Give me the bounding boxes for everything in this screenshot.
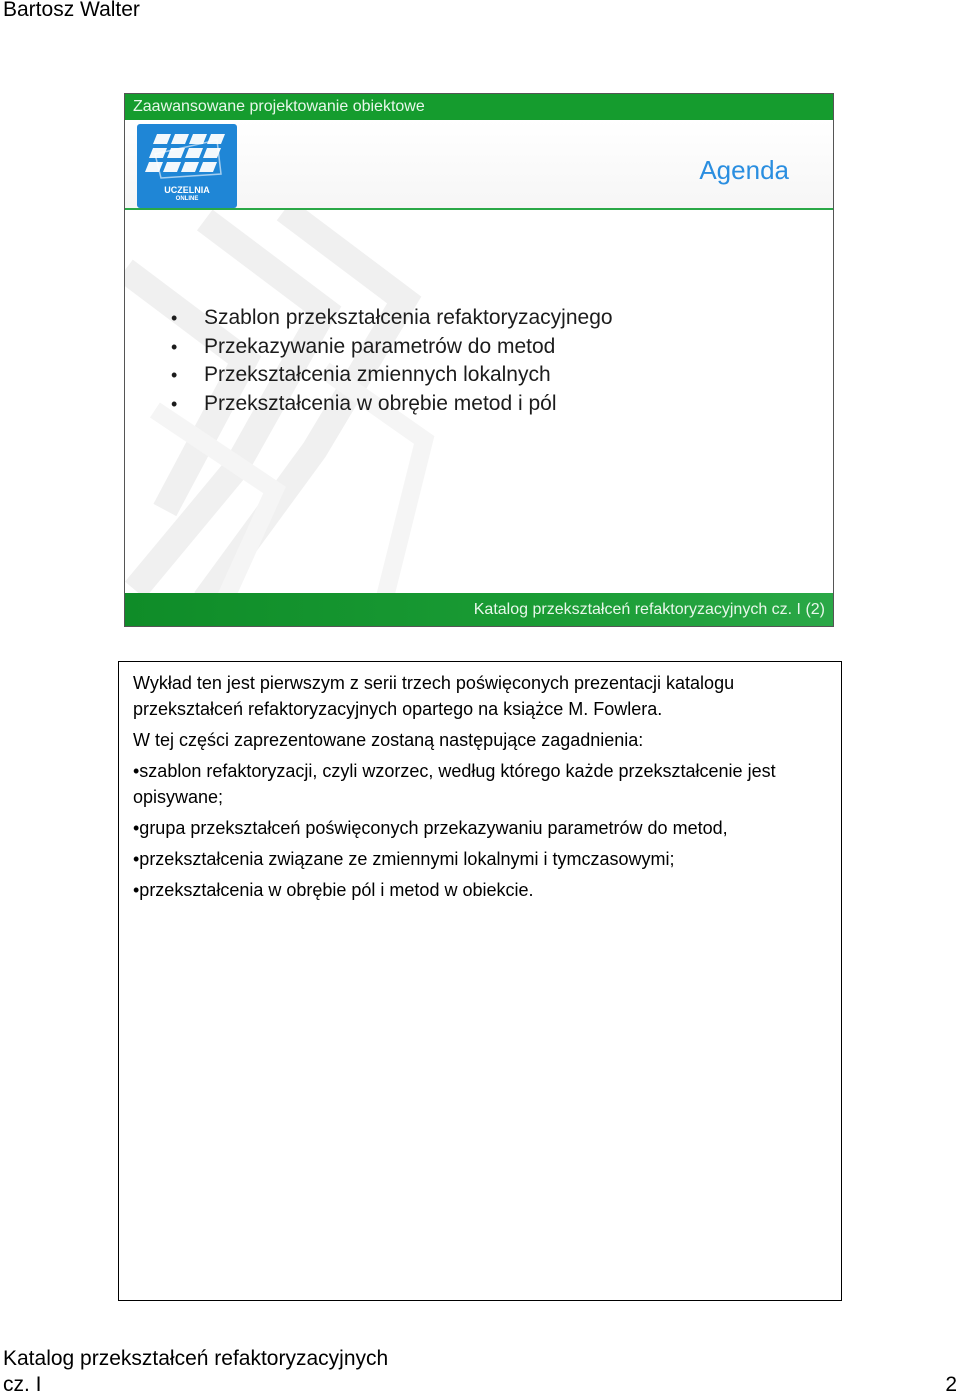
agenda-item: • Przekazywanie parametrów do metod xyxy=(171,333,613,362)
agenda-item: • Przekształcenia w obrębie metod i pól xyxy=(171,390,613,419)
speaker-notes xyxy=(118,661,842,1301)
slide-title: Agenda xyxy=(699,155,789,185)
notes-item: •szablon refaktoryzacji, czyli wzorzec, według którego każde przekształcenie jest opisywane; xyxy=(133,761,776,807)
notes-item: •przekształcenia w obrębie pól i metod w obiekcie. xyxy=(133,880,534,900)
page-footer xyxy=(3,1346,388,1398)
agenda-item: • Szablon przekształcenia refaktoryzacyjnego xyxy=(171,304,613,333)
notes-intro: Wykład ten jest pierwszym z serii trzech poświęconych prezentacji katalogu przekształceń refaktoryzacyjnych opartego na książce M. Fowlera. xyxy=(133,673,735,719)
logo-text-line1: UCZELNIA xyxy=(164,185,210,195)
page-header: Bartosz Walter xyxy=(3,0,140,21)
slide-footer xyxy=(125,593,833,626)
logo-text-line2: ONLINE xyxy=(175,196,199,202)
notes-item: •grupa przekształceń poświęconych przekazywaniu parametrów do metod, xyxy=(133,818,728,838)
slide-footer-text: Katalog przekształceń refaktoryzacyjnych cz. I (2) xyxy=(473,601,825,618)
notes-item: •przekształcenia związane ze zmiennymi lokalnymi i tymczasowymi; xyxy=(133,849,675,869)
page-number: 2 xyxy=(945,1373,957,1396)
agenda-list xyxy=(171,304,613,418)
course-title: Zaawansowane projektowanie obiektowe xyxy=(133,98,425,115)
page-footer-line2: cz. I xyxy=(3,1373,42,1396)
slide-header xyxy=(125,120,833,210)
page-footer-line1: Katalog przekształceń refaktoryzacyjnych xyxy=(3,1347,389,1370)
logo-text xyxy=(137,186,237,203)
slide-top-band xyxy=(125,94,833,120)
notes-lead: W tej części zaprezentowane zostaną następujące zagadnienia: xyxy=(133,730,644,750)
uczelnia-online-logo xyxy=(137,124,237,208)
slide xyxy=(124,93,834,627)
agenda-item: • Przekształcenia zmiennych lokalnych xyxy=(171,361,613,390)
